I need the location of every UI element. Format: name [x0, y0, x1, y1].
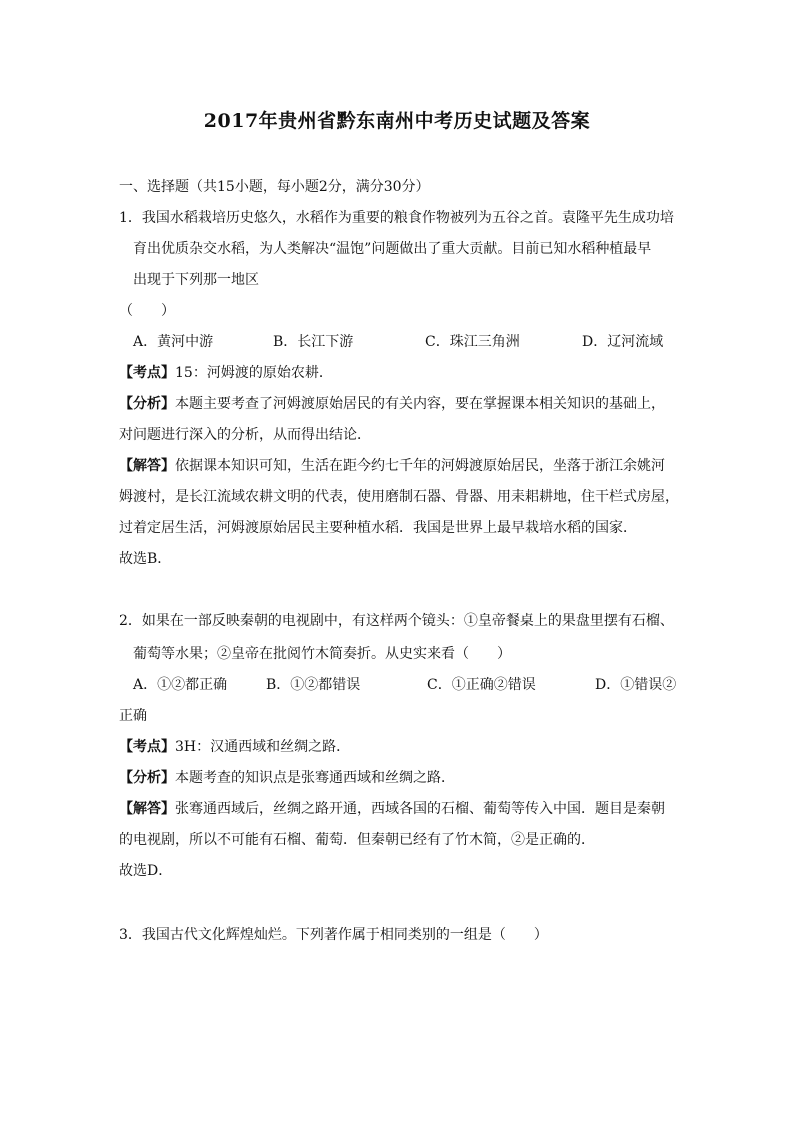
q1-fenxi-line-1: [119, 395, 665, 413]
q2-answer: 故选D．: [119, 863, 173, 879]
q2-option-c: C．①正确②错误: [427, 677, 536, 693]
q2-fenxi-text: 本题考查的知识点是张骞通西域和丝绸之路．: [175, 770, 455, 786]
q1-option-a: A．黄河中游: [133, 334, 214, 350]
q2-fenxi: [119, 769, 455, 787]
q2-kaodian-tag: 【考点】: [119, 739, 175, 755]
q2-option-a: A．①②都正确: [133, 677, 228, 693]
q2-kaodian: [119, 738, 350, 756]
q2-jieda-tag: 【解答】: [119, 801, 175, 817]
q1-kaodian: [119, 364, 333, 382]
q1-stem-line-1: 1．我国水稻栽培历史悠久，水稻作为重要的粮食作物被列为五谷之首。袁隆平先生成功培: [119, 210, 674, 226]
q1-option-b: B．长江下游: [273, 334, 354, 350]
q1-jieda-tag: 【解答】: [119, 458, 175, 474]
q1-answer: 故选B．: [119, 551, 172, 567]
q2-stem-line-1: 2．如果在一部反映秦朝的电视剧中，有这样两个镜头：①皇帝餐桌上的果盘里摆有石榴、: [119, 613, 674, 629]
q2-jieda-line-1: [119, 800, 665, 818]
page-title: 2017年贵州省黔东南州中考历史试题及答案: [203, 110, 591, 132]
q2-jieda-line-2: 的电视剧，所以不可能有石榴、葡萄．但秦朝已经有了竹木简，②是正确的．: [119, 832, 595, 848]
section-heading: 一、选择题（共15小题，每小题2分，满分30分）: [119, 179, 430, 195]
q2-option-d-wrap: 正确: [119, 708, 147, 724]
q2-jieda-text-1: 张骞通西域后，丝绸之路开通，西域各国的石榴、葡萄等传入中国．题目是秦朝: [175, 801, 665, 817]
q1-fenxi-text-1: 本题主要考查了河姆渡原始居民的有关内容，要在掌握课本相关知识的基础上，: [175, 396, 665, 412]
q1-jieda-text-1: 依据课本知识可知，生活在距今约七千年的河姆渡原始居民，坐落于浙江余姚河: [175, 458, 665, 474]
q1-option-d: D．辽河流域: [582, 334, 664, 350]
q2-option-b: B．①②都错误: [266, 677, 361, 693]
q1-jieda-line-3: 过着定居生活，河姆渡原始居民主要种植水稻．我国是世界上最早栽培水稻的国家．: [119, 520, 637, 536]
q2-stem-line-2: 葡萄等水果；②皇帝在批阅竹木简奏折。从史实来看（ ）: [133, 646, 511, 662]
q1-kaodian-tag: 【考点】: [119, 365, 175, 381]
q2-kaodian-text: 3H：汉通西域和丝绸之路．: [175, 739, 351, 755]
q1-jieda-line-2: 姆渡村，是长江流域农耕文明的代表，使用磨制石器、骨器、用耒耜耕地，住干栏式房屋，: [119, 489, 679, 505]
q1-answer-blank: （ ）: [119, 303, 175, 319]
q2-fenxi-tag: 【分析】: [119, 770, 175, 786]
q1-option-c: C．珠江三角洲: [425, 334, 520, 350]
q1-stem-line-3: 出现于下列那一地区: [133, 272, 259, 288]
q1-fenxi-tag: 【分析】: [119, 396, 175, 412]
q1-jieda-line-1: [119, 457, 665, 475]
q1-fenxi-line-2: 对问题进行深入的分析，从而得出结论．: [119, 427, 371, 443]
q1-kaodian-text: 15：河姆渡的原始农耕．: [175, 365, 333, 381]
q1-stem-line-2: 育出优质杂交水稻，为人类解决“温饱”问题做出了重大贡献。目前已知水稻种植最早: [133, 241, 652, 257]
q2-option-d: D．①错误②: [595, 677, 677, 693]
q3-stem: 3．我国古代文化辉煌灿烂。下列著作属于相同类别的一组是（ ）: [119, 927, 548, 943]
